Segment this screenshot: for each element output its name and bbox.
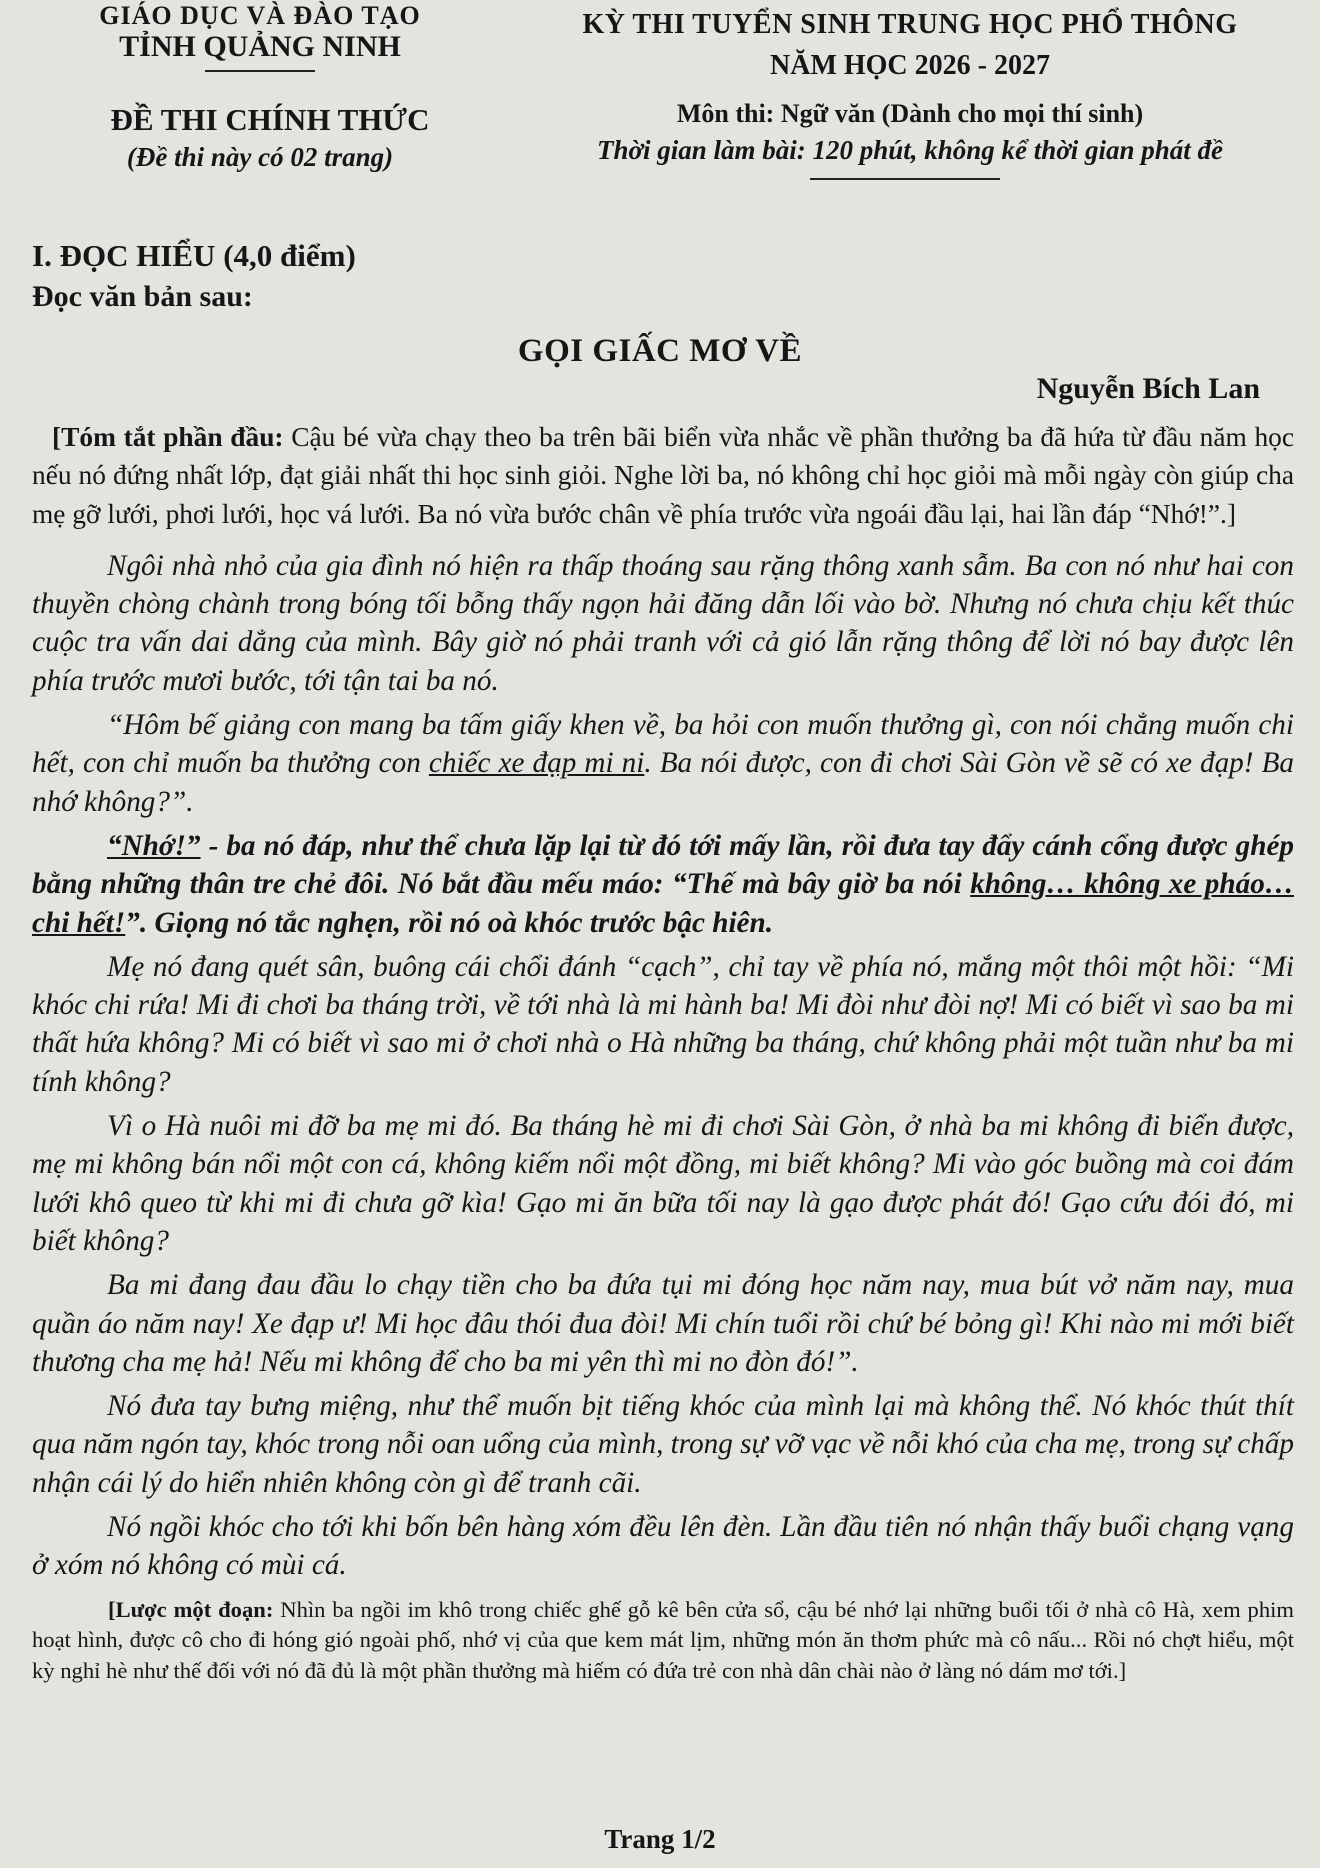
underlined-phrase: chiếc xe đạp mi ni (428, 747, 645, 780)
story-paragraph: Nó đưa tay bưng miệng, như thể muốn bịt tiếng khóc của mình lại mà không thể. Nó khóc thút thít qua năm ngón tay, khóc trong nỗi oan uổng của mình, trong sự vỡ vạc về nỗi khó của cha mẹ, trong sự chấp nhận cái lý do hiển nhiên không còn gì để tranh cãi. (32, 1390, 1294, 1499)
province-name: TỈNH QUẢNG NINH (119, 30, 401, 63)
story-paragraph: Ba mi đang đau đầu lo chạy tiền cho ba đứa tụi mi đóng học năm nay, mua bút vở năm nay, mua quần áo năm nay! Xe đạp ư! Mi học đâu thói đua đòi! Mi chín tuổi rồi chứ bé bỏng gì! Khi nào mi mới biết thương cha mẹ hả! Nếu mi không để cho ba mi yên thì mi no đòn đó!”. (32, 1269, 1294, 1378)
omitted-section-note (32, 1595, 1294, 1687)
reading-instruction: Đọc văn bản sau: (32, 280, 253, 313)
time-line: Thời gian làm bài: 120 phút, không kể thời gian phát đề (596, 135, 1224, 165)
story-paragraph (32, 827, 1294, 942)
story-paragraph: Mẹ nó đang quét sân, buông cái chổi đánh “cạch”, chỉ tay về phía nó, mắng một thôi một hồi: “Mi khóc chi rứa! Mi đi chơi ba tháng trời, về tới nhà là mi hành ba! Mi đòi như đòi nợ! Mi có biết vì sao ba mi thất hứa không? Mi có biết vì sao mi ở chơi nhà o Hà những ba tháng, chứ không phải một tuần như ba mi tính không? (32, 950, 1294, 1098)
dialogue-text: “Hôm bế giảng con mang ba tấm giấy khen về, ba hỏi con muốn thưởng gì, con nói chẳng muốn chi hết, con chỉ muốn ba thưởng con (32, 709, 1294, 780)
story-paragraph (32, 706, 1294, 821)
omitted-text: Nhìn ba ngồi im khô trong chiếc ghế gỗ kê bên cửa sổ, cậu bé nhớ lại những buổi tối ở nhà cô Hà, xem phim hoạt hình, được cô cho đi hóng gió ngoài phố, nhớ vị của que kem mát lịm, những món ăn thơm phức mà cô nấu... Rồi nó chợt hiểu, một kỳ nghỉ hè như thế đối với nó đã đủ là một phần thưởng mà hiếm có đứa trẻ con nhà dân chài nào ở làng nó dám mơ tới.] (32, 1596, 1294, 1683)
summary-label: [Tóm tắt phần đầu: (52, 422, 284, 452)
narration-text: ”. Giọng nó tắc nghẹn, rồi nó oà khóc trước bậc hiên. (125, 906, 774, 939)
exam-title: KỲ THI TUYỂN SINH TRUNG HỌC PHỔ THÔNG (582, 9, 1238, 40)
subject-line: Môn thi: Ngữ văn (Dành cho mọi thí sinh) (676, 99, 1144, 128)
omitted-label: [Lược một đoạn: (108, 1596, 274, 1622)
issuer-block (40, 0, 480, 72)
story-paragraph: Vì o Hà nuôi mi đỡ ba mẹ mi đó. Ba tháng hè mi đi chơi Sài Gòn, ở nhà ba mi không đi biển được, mẹ mi không bán nổi một con cá, không kiếm nổi một đồng, mi biết không? Mi vào góc buồng mà coi đám lưới khô queo từ khi mi đi chưa gỡ kìa! Gạo mi ăn bữa tối nay là gạo được phát đó! Gạo cứu đói đó, mi biết không? (32, 1110, 1294, 1257)
underlined-phrase: “Nhớ!” (107, 829, 201, 862)
section-heading: I. ĐỌC HIỂU (4,0 điểm) (32, 238, 356, 273)
summary-paragraph (32, 418, 1294, 533)
dialogue-text: . Ba nói được, con đi chơi Sài Gòn về sẽ có xe đạp! Ba nhớ không?”. (32, 747, 1294, 818)
department-name: GIÁO DỤC VÀ ĐÀO TẠO (99, 1, 421, 30)
summary-text: Cậu bé vừa chạy theo ba trên bãi biển vừa nhắc về phần thưởng ba đã hứa từ đầu năm học nếu nó đứng nhất lớp, đạt giải nhất thi học sinh giỏi. Nghe lời ba, nó không chỉ học giỏi mà mỗi ngày còn giúp cha mẹ gỡ lưới, phơi lưới, học vá lưới. Ba nó vừa bước chân về phía trước vừa ngoái đầu lại, hai lần đáp “Nhớ!”.] (32, 422, 1295, 529)
story-author: Nguyễn Bích Lan (1036, 372, 1260, 405)
story-paragraph: Nó ngồi khóc cho tới khi bốn bên hàng xóm đều lên đèn. Lần đầu tiên nó nhận thấy buổi chạng vạng ở xóm nó không có mùi cá. (32, 1511, 1294, 1582)
time-underline (810, 178, 1000, 180)
exam-info-block (520, 8, 1300, 168)
school-year: NĂM HỌC 2026 - 2027 (770, 50, 1050, 81)
official-label: ĐỀ THI CHÍNH THỨC (110, 102, 430, 137)
narration-text: - ba nó đáp, như thể chưa lặp lại từ đó tới mấy lần, rồi đưa tay đẩy cánh cổng được ghép bằng những thân tre chẻ đôi. Nó bắt đầu mếu máo: “Thế mà bây giờ ba nói (32, 829, 1294, 901)
story-paragraph: Ngôi nhà nhỏ của gia đình nó hiện ra thấp thoáng sau rặng thông xanh sẫm. Ba con nó như hai con thuyền chòng chành trong bóng tối bỗng thấy ngọn hải đăng dẫn lối vào bờ. Nhưng nó chưa chịu kết thúc cuộc tra vấn dai dẳng của mình. Bây giờ nó phải tranh với cả gió lẫn rặng thông để lời nó bay được lên phía trước mươi bước, tới tận tai ba nó. (32, 549, 1294, 697)
story-title: GỌI GIẤC MƠ VỀ (517, 333, 803, 369)
page-number: Trang 1/2 (604, 1824, 716, 1854)
issuer-underline (205, 70, 315, 72)
page-count-note: (Đề thi này có 02 trang) (126, 142, 394, 172)
underlined-phrase: không… không xe pháo… chi hết! (32, 868, 1294, 939)
story-body (32, 418, 1294, 1686)
